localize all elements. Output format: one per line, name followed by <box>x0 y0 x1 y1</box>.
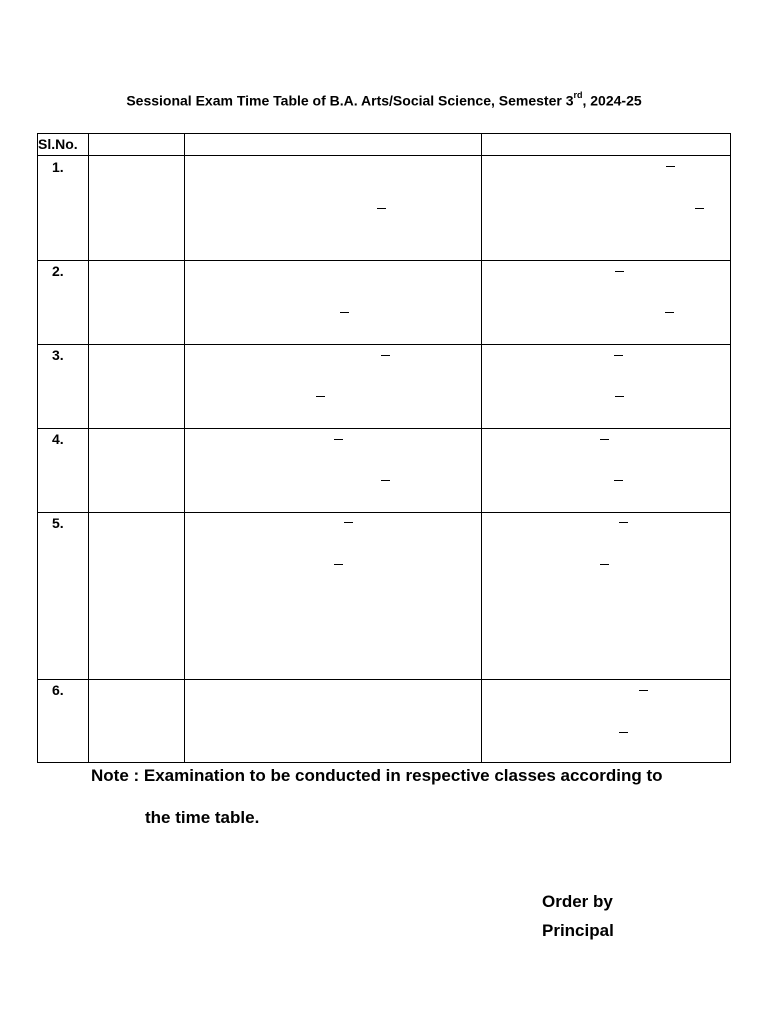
row-divider <box>38 679 730 680</box>
title-tail: , 2024-25 <box>582 92 642 109</box>
row-divider <box>38 512 730 513</box>
dash-mark <box>316 396 325 397</box>
principal-label: Principal <box>542 921 614 940</box>
dash-mark <box>381 355 390 356</box>
dash-mark <box>334 439 343 440</box>
row-divider <box>38 260 730 261</box>
dash-mark <box>619 522 628 523</box>
note-line-1: Note : Examination to be conducted in respective classes according to <box>91 766 663 785</box>
dash-mark <box>377 208 386 209</box>
row-number: 4. <box>52 431 64 447</box>
title-main: Sessional Exam Time Table of B.A. Arts/Social Science, Semester 3 <box>126 92 574 109</box>
dash-mark <box>665 312 674 313</box>
dash-mark <box>614 480 623 481</box>
row-divider <box>38 428 730 429</box>
column-divider <box>88 134 89 762</box>
dash-mark <box>381 480 390 481</box>
row-number: 6. <box>52 682 64 698</box>
dash-mark <box>340 312 349 313</box>
header-sl-no: Sl.No. <box>38 136 78 152</box>
row-number: 5. <box>52 515 64 531</box>
note-line-2: the time table. <box>145 808 260 827</box>
title-superscript: rd <box>573 90 583 100</box>
row-divider <box>38 344 730 345</box>
dash-mark <box>600 564 609 565</box>
order-by-label: Order by <box>542 892 613 911</box>
document-title <box>0 92 768 109</box>
row-number: 1. <box>52 159 64 175</box>
dash-mark <box>344 522 353 523</box>
dash-mark <box>614 355 623 356</box>
row-number: 2. <box>52 263 64 279</box>
dash-mark <box>666 166 675 167</box>
dash-mark <box>639 690 648 691</box>
dash-mark <box>615 271 624 272</box>
column-divider <box>481 134 482 762</box>
dash-mark <box>619 732 628 733</box>
column-divider <box>184 134 185 762</box>
row-divider <box>38 155 730 156</box>
dash-mark <box>695 208 704 209</box>
row-number: 3. <box>52 347 64 363</box>
dash-mark <box>334 564 343 565</box>
timetable-table <box>37 133 731 763</box>
dash-mark <box>615 396 624 397</box>
dash-mark <box>600 439 609 440</box>
